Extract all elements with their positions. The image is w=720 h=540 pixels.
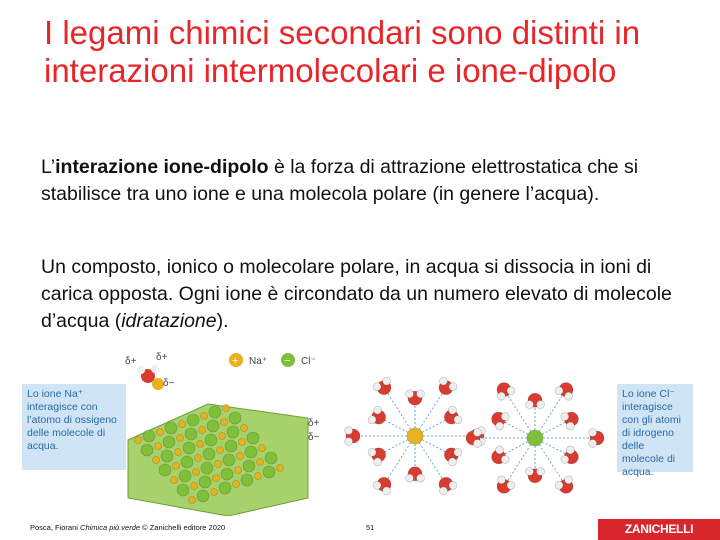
lattice-ion bbox=[217, 447, 224, 454]
water-molecule bbox=[492, 412, 510, 430]
lattice-ion bbox=[185, 428, 197, 440]
hydrogen-atom bbox=[507, 481, 515, 489]
lattice-ion bbox=[225, 440, 237, 452]
water-molecule bbox=[589, 429, 604, 448]
hydrogen-atom bbox=[561, 455, 569, 463]
hydrogen-atom bbox=[439, 487, 447, 495]
lattice-ion bbox=[221, 419, 228, 426]
credit-post: © Zanichelli editore 2020 bbox=[140, 523, 226, 532]
hydrogen-atom bbox=[345, 427, 353, 435]
lattice-ion bbox=[227, 426, 239, 438]
lattice-ion bbox=[219, 482, 231, 494]
hydrogen-atom bbox=[555, 387, 563, 395]
callout-sodium: Lo ione Na⁺ interagisce con l’atomo di ossigeno delle molecole di acqua. bbox=[22, 384, 126, 470]
lattice-ion bbox=[143, 430, 155, 442]
lattice-ion bbox=[173, 463, 180, 470]
water-molecule bbox=[497, 383, 515, 401]
hydrogen-atom bbox=[416, 474, 424, 482]
hydrogen-atom bbox=[497, 392, 505, 400]
lattice-ion bbox=[211, 489, 218, 496]
lattice-ion bbox=[197, 441, 204, 448]
lattice-ion bbox=[203, 448, 215, 460]
chloride-legend-label: Cl⁻ bbox=[301, 356, 316, 367]
water-molecule bbox=[526, 467, 545, 482]
water-molecule bbox=[345, 427, 360, 446]
hydrogen-atom bbox=[454, 416, 462, 424]
hydrogen-atom bbox=[406, 390, 414, 398]
lattice-ion bbox=[237, 453, 244, 460]
delta-minus-label: δ− bbox=[163, 378, 175, 389]
hydrogen-atom bbox=[555, 481, 563, 489]
footer-credit bbox=[30, 523, 225, 532]
lattice-ion bbox=[263, 466, 275, 478]
lattice-ion bbox=[197, 490, 209, 502]
hydrogen-atom bbox=[473, 439, 481, 447]
lattice-ion bbox=[265, 452, 277, 464]
water-molecule bbox=[406, 467, 425, 482]
lattice-ion bbox=[187, 414, 199, 426]
legend bbox=[229, 353, 316, 367]
lattice-ion bbox=[205, 434, 217, 446]
p2-post: ). bbox=[216, 310, 229, 332]
hydrated-chloride-ion bbox=[466, 383, 604, 494]
lattice-ion bbox=[135, 437, 142, 444]
hydrogen-atom bbox=[589, 439, 597, 447]
p1-pre: L’ bbox=[41, 156, 56, 178]
lattice-ion bbox=[201, 462, 213, 474]
lattice-ion bbox=[163, 436, 175, 448]
water-molecule bbox=[368, 406, 386, 424]
hydrogen-atom bbox=[373, 481, 381, 489]
hydrated-na-ion-top bbox=[137, 365, 164, 390]
hydrogen-atom bbox=[566, 446, 574, 454]
lattice-ion bbox=[247, 432, 259, 444]
lattice-ion bbox=[159, 464, 171, 476]
lattice-ion bbox=[181, 456, 193, 468]
lattice-ion bbox=[177, 435, 184, 442]
water-molecule bbox=[439, 477, 457, 495]
water-molecule bbox=[439, 377, 457, 395]
lattice-ion bbox=[195, 455, 202, 462]
sodium-legend-label: Na⁺ bbox=[249, 356, 268, 367]
hydrogen-atom bbox=[473, 429, 481, 437]
p2-pre: Un composto, ionico o molecolare polare, in acqua si dissocia in ioni di carica opposta. Ogni ione è circondato da un numero elevato di molecole d’acqua ( bbox=[41, 256, 672, 332]
lattice-ion bbox=[155, 443, 162, 450]
lattice-ion bbox=[223, 454, 235, 466]
water-molecule bbox=[406, 390, 425, 405]
credit-book-title: Chimica più.verde bbox=[80, 523, 141, 532]
lattice-ion bbox=[221, 468, 233, 480]
publisher-logo: ZANICHELLI bbox=[598, 519, 720, 540]
hydrogen-atom bbox=[501, 455, 509, 463]
lattice-ion bbox=[179, 421, 186, 428]
hydrogen-atom bbox=[536, 467, 544, 475]
lattice-ion bbox=[213, 475, 220, 482]
hydrogen-atom bbox=[497, 476, 505, 484]
hydrogen-atom bbox=[449, 383, 457, 391]
hydrogen-atom bbox=[406, 474, 414, 482]
lattice-ion bbox=[241, 474, 253, 486]
callout-chloride: Lo ione Cl⁻ interagisce con gli atomi di idrogeno delle molecole di acqua. bbox=[617, 384, 693, 472]
lattice-ion bbox=[199, 476, 211, 488]
water-molecule bbox=[555, 383, 573, 401]
lattice-ion bbox=[179, 470, 191, 482]
central-ion bbox=[527, 430, 543, 446]
lattice-ion bbox=[209, 406, 221, 418]
hydrogen-atom bbox=[565, 476, 573, 484]
delta-minus-label-2: δ− bbox=[308, 432, 320, 443]
lattice-ion bbox=[141, 444, 153, 456]
lattice-ion bbox=[243, 460, 255, 472]
lattice-ion bbox=[171, 477, 178, 484]
lattice-ion bbox=[277, 465, 284, 472]
lattice-ion bbox=[239, 439, 246, 446]
lattice-ion bbox=[189, 497, 196, 504]
hydrogen-atom bbox=[589, 429, 597, 437]
delta-plus-label-2: δ+ bbox=[156, 352, 168, 363]
p1-bold-term: interazione ione-dipolo bbox=[55, 156, 269, 178]
hydrogen-atom bbox=[496, 446, 504, 454]
delta-plus-label: δ+ bbox=[125, 356, 137, 367]
hydrogen-atom bbox=[374, 458, 382, 466]
chloride-legend-sign: − bbox=[284, 355, 291, 367]
lattice-ion bbox=[223, 405, 230, 412]
lattice-ion bbox=[191, 483, 198, 490]
hydrogen-atom bbox=[536, 401, 544, 409]
hydrogen-atom bbox=[368, 448, 376, 456]
water-molecule bbox=[555, 476, 573, 494]
water-molecule bbox=[561, 446, 579, 464]
p2-italic-term: idratazione bbox=[121, 310, 217, 332]
lattice-ion bbox=[259, 445, 266, 452]
lattice-ion bbox=[219, 433, 226, 440]
hydrogen-atom bbox=[566, 422, 574, 430]
water-molecule bbox=[368, 448, 386, 466]
lattice-ion bbox=[161, 450, 173, 462]
hydrogen-atom bbox=[439, 377, 447, 385]
hydrated-sodium-ion bbox=[345, 377, 486, 495]
water-molecule bbox=[373, 377, 391, 395]
lattice-ion bbox=[177, 484, 189, 496]
sodium-legend-sign: + bbox=[232, 355, 239, 367]
paragraph-hydration bbox=[41, 254, 691, 335]
hydrogen-atom bbox=[454, 448, 462, 456]
hydrogen-atom bbox=[526, 401, 534, 409]
water-molecule bbox=[561, 412, 579, 430]
hydrogen-atom bbox=[448, 406, 456, 414]
hydrogen-atom bbox=[449, 481, 457, 489]
p1-post: è la forza di attrazione elettrostatica che si stabilisce tra uno ione e una molecola polare (in genere l’acqua). bbox=[41, 156, 639, 205]
hydrogen-atom bbox=[345, 437, 353, 445]
water-molecule bbox=[444, 448, 462, 466]
hydrogen-atom bbox=[501, 413, 509, 421]
slide-title: I legami chimici secondari sono distinti in interazioni intermolecolari e ione-dipolo bbox=[44, 14, 641, 89]
water-molecule bbox=[444, 406, 462, 424]
hydrogen-atom bbox=[565, 392, 573, 400]
hydrogen-atom bbox=[561, 413, 569, 421]
page-number: 51 bbox=[366, 523, 375, 532]
lattice-ion bbox=[183, 442, 195, 454]
water-molecule bbox=[497, 476, 515, 494]
lattice-ion bbox=[153, 457, 160, 464]
lattice-ion bbox=[157, 429, 164, 436]
hydrogen-atom bbox=[383, 487, 391, 495]
paragraph-definition bbox=[41, 154, 691, 208]
lattice-ion bbox=[193, 469, 200, 476]
central-ion bbox=[407, 428, 423, 444]
water-molecule bbox=[373, 477, 391, 495]
credit-pre: Posca, Fiorani bbox=[30, 523, 81, 532]
hydrogen-atom bbox=[526, 467, 534, 475]
lattice-ion bbox=[233, 481, 240, 488]
lattice-ion bbox=[175, 449, 182, 456]
lattice-ion bbox=[241, 425, 248, 432]
lattice-ion bbox=[207, 420, 219, 432]
lattice-ion bbox=[255, 473, 262, 480]
hydrogen-atom bbox=[368, 416, 376, 424]
water-molecule bbox=[492, 446, 510, 464]
hydrogen-atom bbox=[374, 406, 382, 414]
lattice-ion bbox=[245, 446, 257, 458]
lattice-ion bbox=[229, 412, 241, 424]
hydrogen-atom bbox=[507, 387, 515, 395]
water-molecule bbox=[526, 393, 545, 408]
hydrogen-atom bbox=[496, 422, 504, 430]
lattice-ion bbox=[257, 459, 264, 466]
hydrogen-atom bbox=[416, 390, 424, 398]
water-molecule bbox=[466, 429, 481, 448]
lattice-ion bbox=[201, 413, 208, 420]
lattice-ion bbox=[215, 461, 222, 468]
hydrogen-atom bbox=[448, 458, 456, 466]
hydrogen-atom bbox=[383, 377, 391, 385]
lattice-ion bbox=[235, 467, 242, 474]
delta-plus-label-3: δ+ bbox=[308, 418, 320, 429]
hydrogen-atom bbox=[373, 383, 381, 391]
lattice-ion bbox=[165, 422, 177, 434]
nacl-crystal-lattice bbox=[128, 404, 308, 516]
lattice-ion bbox=[199, 427, 206, 434]
